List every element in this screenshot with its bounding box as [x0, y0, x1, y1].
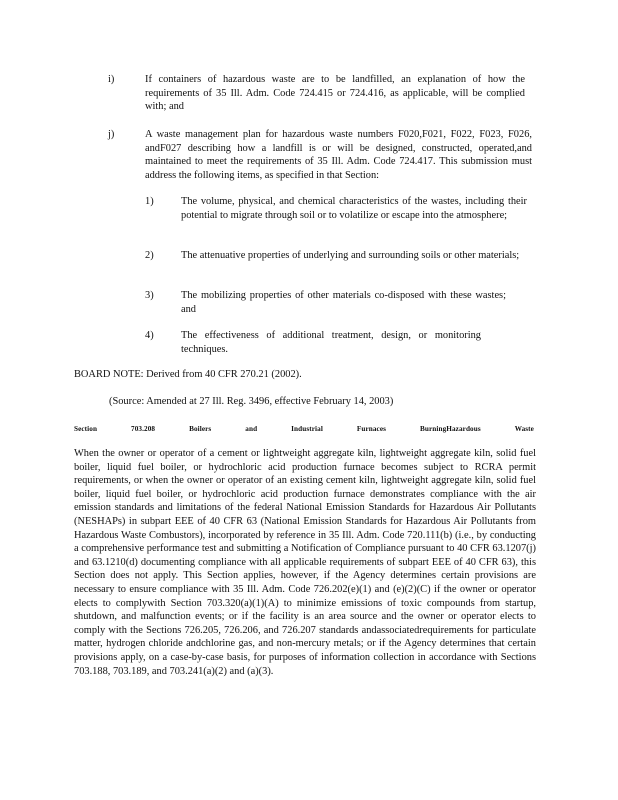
heading-word-1: Boilers — [189, 425, 212, 433]
subitem-2-text: The attenuative properties of underlying and surrounding soils or other materials; — [181, 250, 520, 261]
item-j-text: A waste management plan for hazardous waste numbers F020,F021, F022, F023, F026, andF027 describing how a landfill is or will be designed, constructed, operated,and maintained to meet the requirements of 35 Ill. Adm. Code 724.417. This submission must address the following items, as specified in that Section: — [145, 129, 532, 181]
subitem-1-label: 1) — [145, 196, 154, 207]
section-number: 703.208 — [131, 425, 156, 433]
item-i-label: i) — [108, 74, 115, 85]
item-i-text: If containers of hazardous waste are to be landfilled, an explanation of how the requirements of 35 Ill. Adm. Code 724.415 or 724.416, as applicable, will be complied with; and — [145, 74, 525, 113]
section-word: Section — [74, 425, 98, 433]
heading-word-4: Furnaces — [356, 425, 387, 433]
subitem-4-text: The effectiveness of additional treatment, design, or monitoring techniques. — [181, 330, 481, 355]
subitem-3-text: The mobilizing properties of other materials co-disposed with these wastes; and — [181, 290, 506, 315]
heading-word-5: BurningHazardous — [420, 425, 481, 433]
section-body-paragraph: When the owner or operator of a cement or lightweight aggregate kiln, lightweight aggregate kiln, solid fuel boiler, liquid fuel boiler, or hydrochloric acid production furnace becomes subject to RCRA permit requirements, or when the owner or operator of an existing cement kiln, lightweight aggregate kiln, solid fuel boiler, liquid fuel boiler, or hydrochloric acid production furnace demonstrates compliance with the air emission standards and limitations of the federal National Emission Standards for Hazardous Air Pollutants (NESHAPs) in subpart EEE of 40 CFR 63 (National Emission Standards for Hazardous Air Pollutants from Hazardous Waste Combustors), incorporated by reference in 35 Ill. Adm. Code 720.111(b) (i.e., by conducting a comprehensive performance test and submitting a Notification of Compliance pursuant to 40 CFR 63.1207(j) and 63.1210(d) documenting compliance with all applicable requirements of subpart EEE of 40 CFR 63), this Section does not apply. This Section applies, however, if the Agency determines certain provisions are necessary to ensure compliance with 35 Ill. Adm. Code 726.202(e)(1) and (e)(2)(C) if the owner or operator elects to complywith Section 703.320(a)(1)(A) to minimize emissions of toxic compounds from startup, shutdown, and malfunction events; or if the facility is an area source and the owner or operator elects to comply with the Sections 726.205, 726.206, and 726.207 standards andassociatedrequirements for particulate matter, hydrogen chloride andchlorine gas, and non-mercury metals; or if the Agency determines that certain provisions apply, on a case-by-case basis, for purposes of information collection in accordance with Sections 703.188, 703.189, and 703.241(a)(2) and (a)(3). — [74, 448, 536, 677]
subitem-3-label: 3) — [145, 290, 154, 301]
item-j-label: j) — [108, 129, 115, 140]
subitem-2-label: 2) — [145, 250, 154, 261]
section-heading — [74, 423, 534, 437]
subitem-1-text: The volume, physical, and chemical characteristics of the wastes, including their potential to migrate through soil or to volatilize or escape into the atmosphere; — [181, 196, 527, 221]
source-note: (Source: Amended at 27 Ill. Reg. 3496, effective February 14, 2003) — [109, 396, 394, 407]
board-note: BOARD NOTE: Derived from 40 CFR 270.21 (2002). — [74, 369, 302, 380]
heading-word-6: Waste — [514, 425, 534, 433]
subitem-4-label: 4) — [145, 330, 154, 341]
heading-word-2: and — [245, 425, 258, 433]
heading-word-3: Industrial — [291, 425, 323, 433]
